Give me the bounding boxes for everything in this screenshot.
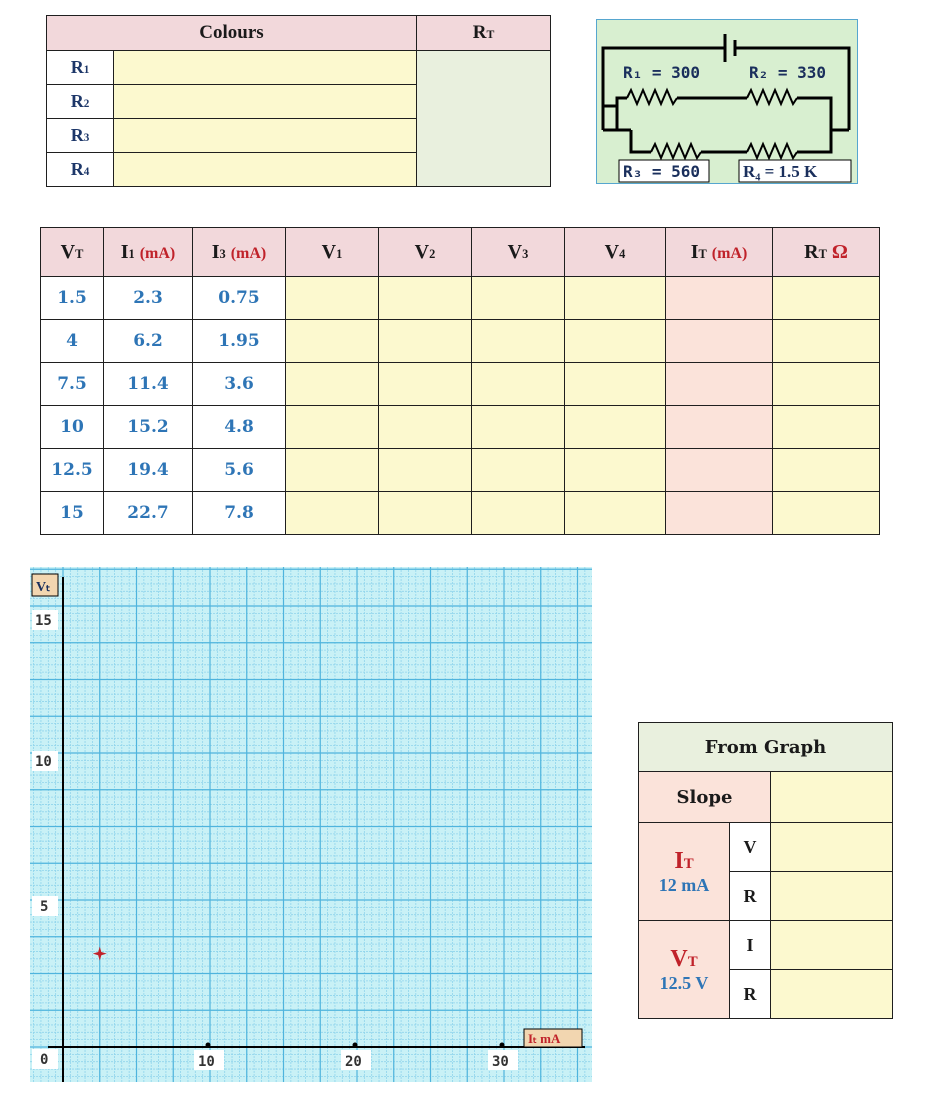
x-tick-0: 0 bbox=[40, 1052, 49, 1068]
vt-value: 12.5 V bbox=[659, 972, 709, 993]
x-axis-label: Iₜ mA bbox=[528, 1031, 561, 1046]
rt-input-cell[interactable] bbox=[773, 320, 880, 363]
x-tick-20: 20 bbox=[345, 1054, 362, 1070]
x-tick-10: 10 bbox=[198, 1054, 215, 1070]
rt-cell[interactable] bbox=[417, 51, 551, 187]
vt-cell: 10 bbox=[41, 406, 104, 449]
i1-cell: 11.4 bbox=[104, 363, 193, 406]
vt-cell: 4 bbox=[41, 320, 104, 363]
v1-input-cell[interactable] bbox=[286, 449, 379, 492]
v-input-cell[interactable] bbox=[771, 823, 893, 872]
v3-input-cell[interactable] bbox=[472, 277, 565, 320]
r4-colour-cell[interactable] bbox=[114, 153, 417, 187]
header-it: IT (mA) bbox=[666, 228, 773, 277]
r3-value: R₃ = 560 bbox=[623, 162, 701, 181]
table-row bbox=[41, 277, 880, 320]
v4-input-cell[interactable] bbox=[565, 320, 666, 363]
table-row bbox=[41, 449, 880, 492]
r3-label: R3 bbox=[47, 119, 114, 153]
v1-input-cell[interactable] bbox=[286, 406, 379, 449]
vt-cell: 12.5 bbox=[41, 449, 104, 492]
header-vt: VT bbox=[41, 228, 104, 277]
rt-input-cell[interactable] bbox=[773, 492, 880, 535]
header-v4: V4 bbox=[565, 228, 666, 277]
r-input-cell-1[interactable] bbox=[771, 872, 893, 921]
header-i1: I1 (mA) bbox=[104, 228, 193, 277]
v4-input-cell[interactable] bbox=[565, 363, 666, 406]
i3-cell: 3.6 bbox=[193, 363, 286, 406]
graph-area[interactable] bbox=[30, 567, 592, 1082]
i1-cell: 2.3 bbox=[104, 277, 193, 320]
rt-input-cell[interactable] bbox=[773, 363, 880, 406]
v4-input-cell[interactable] bbox=[565, 492, 666, 535]
vt-cell: 1.5 bbox=[41, 277, 104, 320]
r1-colour-cell[interactable] bbox=[114, 51, 417, 85]
v3-input-cell[interactable] bbox=[472, 363, 565, 406]
v3-input-cell[interactable] bbox=[472, 406, 565, 449]
x-tick-30: 30 bbox=[492, 1054, 509, 1070]
v4-input-cell[interactable] bbox=[565, 277, 666, 320]
v1-input-cell[interactable] bbox=[286, 277, 379, 320]
from-graph-title: From Graph bbox=[639, 723, 893, 772]
table-row bbox=[41, 363, 880, 406]
r-letter-1: R bbox=[730, 872, 771, 921]
i1-cell: 22.7 bbox=[104, 492, 193, 535]
it-input-cell[interactable] bbox=[666, 449, 773, 492]
v1-input-cell[interactable] bbox=[286, 492, 379, 535]
v1-input-cell[interactable] bbox=[286, 320, 379, 363]
v2-input-cell[interactable] bbox=[379, 320, 472, 363]
i-input-cell[interactable] bbox=[771, 921, 893, 970]
i3-cell: 4.8 bbox=[193, 406, 286, 449]
y-tick-5: 5 bbox=[40, 899, 49, 915]
it-value: 12 mA bbox=[658, 874, 710, 895]
v2-input-cell[interactable] bbox=[379, 363, 472, 406]
it-input-cell[interactable] bbox=[666, 492, 773, 535]
from-graph-table bbox=[638, 722, 893, 1019]
v3-input-cell[interactable] bbox=[472, 320, 565, 363]
i3-cell: 7.8 bbox=[193, 492, 286, 535]
rt-input-cell[interactable] bbox=[773, 449, 880, 492]
v4-input-cell[interactable] bbox=[565, 449, 666, 492]
table-row bbox=[41, 492, 880, 535]
it-input-cell[interactable] bbox=[666, 320, 773, 363]
y-axis-label: Vₜ bbox=[36, 580, 51, 595]
r1-label: R1 bbox=[47, 51, 114, 85]
table-row bbox=[41, 320, 880, 363]
v-letter: V bbox=[730, 823, 771, 872]
it-input-cell[interactable] bbox=[666, 277, 773, 320]
circuit-svg bbox=[597, 20, 859, 185]
r-letter-2: R bbox=[730, 970, 771, 1019]
vt-cell: 7.5 bbox=[41, 363, 104, 406]
r2-value: R₂ = 330 bbox=[749, 63, 827, 82]
header-v3: V3 bbox=[472, 228, 565, 277]
r3-colour-cell[interactable] bbox=[114, 119, 417, 153]
vt-group bbox=[639, 921, 730, 1019]
v3-input-cell[interactable] bbox=[472, 449, 565, 492]
v2-input-cell[interactable] bbox=[379, 449, 472, 492]
i1-cell: 15.2 bbox=[104, 406, 193, 449]
i3-cell: 0.75 bbox=[193, 277, 286, 320]
graph-paper[interactable] bbox=[30, 567, 592, 1082]
header-v1: V1 bbox=[286, 228, 379, 277]
colours-table bbox=[46, 15, 551, 187]
rt-input-cell[interactable] bbox=[773, 406, 880, 449]
y-tick-10: 10 bbox=[35, 754, 52, 770]
rt-input-cell[interactable] bbox=[773, 277, 880, 320]
v1-input-cell[interactable] bbox=[286, 363, 379, 406]
i3-cell: 1.95 bbox=[193, 320, 286, 363]
r4-value: R₄ = 1.5 K bbox=[743, 162, 818, 181]
v4-input-cell[interactable] bbox=[565, 406, 666, 449]
it-group bbox=[639, 823, 730, 921]
slope-label: Slope bbox=[639, 772, 771, 823]
it-input-cell[interactable] bbox=[666, 363, 773, 406]
slope-input-cell[interactable] bbox=[771, 772, 893, 823]
r-input-cell-2[interactable] bbox=[771, 970, 893, 1019]
circuit-diagram bbox=[596, 19, 858, 184]
i3-cell: 5.6 bbox=[193, 449, 286, 492]
header-i3: I3 (mA) bbox=[193, 228, 286, 277]
rt-header: RT bbox=[417, 16, 551, 51]
vt-cell: 15 bbox=[41, 492, 104, 535]
data-table bbox=[40, 227, 880, 535]
it-input-cell[interactable] bbox=[666, 406, 773, 449]
v2-input-cell[interactable] bbox=[379, 277, 472, 320]
header-v2: V2 bbox=[379, 228, 472, 277]
table-row bbox=[41, 406, 880, 449]
r1-value: R₁ = 300 bbox=[623, 63, 701, 82]
r2-label: R2 bbox=[47, 85, 114, 119]
it-label: IT bbox=[674, 847, 694, 874]
r4-label: R4 bbox=[47, 153, 114, 187]
y-tick-15: 15 bbox=[35, 613, 52, 629]
i-letter: I bbox=[730, 921, 771, 970]
v2-input-cell[interactable] bbox=[379, 406, 472, 449]
v2-input-cell[interactable] bbox=[379, 492, 472, 535]
r2-colour-cell[interactable] bbox=[114, 85, 417, 119]
vt-label: VT bbox=[670, 945, 698, 972]
i1-cell: 19.4 bbox=[104, 449, 193, 492]
v3-input-cell[interactable] bbox=[472, 492, 565, 535]
header-rt: RT Ω bbox=[773, 228, 880, 277]
i1-cell: 6.2 bbox=[104, 320, 193, 363]
colours-header: Colours bbox=[47, 16, 417, 51]
